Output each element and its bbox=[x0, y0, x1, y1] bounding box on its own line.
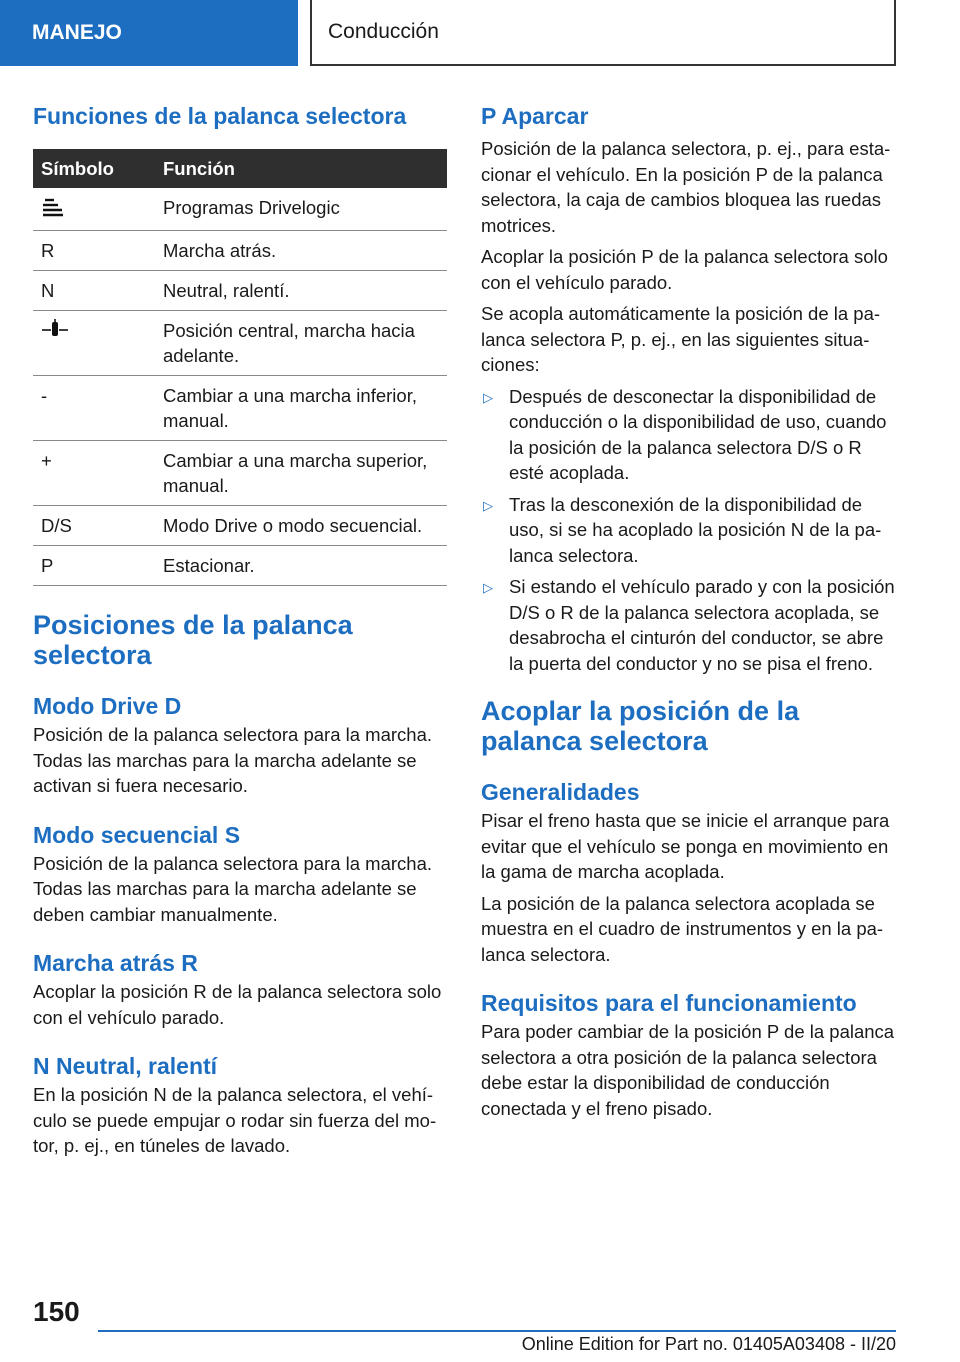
table-cell-function: Neutral, ralentí. bbox=[155, 271, 447, 311]
table-cell-symbol bbox=[33, 188, 155, 231]
right-column bbox=[481, 100, 896, 1121]
table-header-function: Función bbox=[155, 149, 447, 188]
triangle-bullet-icon: ▷ bbox=[483, 497, 493, 513]
table-cell-symbol: N bbox=[33, 271, 155, 311]
table-cell-symbol: + bbox=[33, 441, 155, 506]
table-row bbox=[33, 188, 447, 231]
table-cell-function: Programas Drivelogic bbox=[155, 188, 447, 231]
table-row bbox=[33, 231, 447, 271]
park-situations-list bbox=[481, 384, 896, 677]
general-text-1: Pisar el freno hasta que se inicie el arranque para evitar que el vehículo se ponga en movimiento en la gama de marcha acoplada. bbox=[481, 810, 890, 882]
table-row bbox=[33, 441, 447, 506]
table-header-symbol: Símbolo bbox=[33, 149, 155, 188]
section-title: MANEJO bbox=[32, 21, 122, 44]
table-cell-symbol: R bbox=[33, 231, 155, 271]
table-cell-symbol bbox=[33, 311, 155, 376]
drivelogic-icon bbox=[41, 195, 65, 217]
table-row bbox=[33, 506, 447, 546]
park-text-1: Posición de la palanca selectora, p. ej., para estacionar el vehículo. En la posición P de la palanca selectora, la caja de cambios bloquea las ruedas motrices. bbox=[481, 138, 891, 236]
table-cell-symbol: P bbox=[33, 546, 155, 586]
triangle-bullet-icon: ▷ bbox=[483, 389, 493, 405]
neutral-heading: N Neutral, ralentí bbox=[33, 1053, 218, 1079]
center-position-icon bbox=[41, 318, 69, 342]
table-cell-function: Marcha atrás. bbox=[155, 231, 447, 271]
requirements-text: Para poder cambiar de la posición P de la palanca selectora a otra posición de la palanca selectora debe estar la disponibilidad de conducción conectada y el freno pisado. bbox=[481, 1021, 895, 1119]
requirements-heading: Requisitos para el funcionamiento bbox=[481, 990, 857, 1016]
left-column bbox=[33, 100, 447, 1159]
general-text-2: La posición de la palanca selectora acoplada se muestra en el cuadro de instrumentos y en la palanca selectora. bbox=[481, 892, 884, 965]
table-cell-function: Estacionar. bbox=[155, 546, 447, 586]
reverse-heading: Marcha atrás R bbox=[33, 950, 198, 976]
list-item-text: Si estando el vehículo parado y con la posición D/S o R de la palanca selectora acoplada, se desabrocha el cinturón del conductor, se abre la puerta del conductor y no se pisa el freno. bbox=[509, 576, 895, 674]
table-row bbox=[33, 271, 447, 311]
chapter-tab bbox=[310, 0, 896, 66]
park-text-2: Acoplar la posición P de la palanca selectora solo con el vehículo parado. bbox=[481, 246, 888, 293]
table-cell-function: Modo Drive o modo secuencial. bbox=[155, 506, 447, 546]
edition-footer: Online Edition for Part no. 01405A03408 - II/20 bbox=[521, 1334, 896, 1354]
engage-position-heading: Acoplar la posición de la palanca selectora bbox=[481, 696, 800, 756]
general-heading: Generalidades bbox=[481, 779, 640, 805]
sequential-mode-heading: Modo secuencial S bbox=[33, 821, 241, 848]
drive-mode-heading: Modo Drive D bbox=[33, 693, 182, 719]
neutral-text: En la posición N de la palanca selectora, el vehículo se puede empujar o rodar sin fuerza del motor, p. ej., en túneles de lavado. bbox=[33, 1084, 437, 1156]
table-cell-function: Cambiar a una marcha superior, manual. bbox=[155, 441, 447, 506]
table-row bbox=[33, 546, 447, 586]
footer-divider bbox=[98, 1330, 896, 1332]
table-row bbox=[33, 376, 447, 441]
list-item bbox=[481, 492, 896, 569]
sequential-mode-text: Posición de la palanca selectora para la marcha. Todas las marchas para la marcha adelante se deben cambiar manualmente. bbox=[33, 852, 433, 925]
table-cell-symbol: - bbox=[33, 376, 155, 441]
table-row bbox=[33, 311, 447, 376]
table-cell-function: Cambiar a una marcha inferior, manual. bbox=[155, 376, 447, 441]
reverse-text: Acoplar la posición R de la palanca selectora solo con el vehículo parado. bbox=[33, 981, 442, 1028]
chapter-title: Conducción bbox=[328, 20, 439, 43]
triangle-bullet-icon: ▷ bbox=[483, 580, 493, 595]
page-number: 150 bbox=[33, 1296, 80, 1327]
table-cell-symbol: D/S bbox=[33, 506, 155, 546]
park-text-3: Se acopla automáticamente la posición de la palanca selectora P, p. ej., en las siguientes situaciones: bbox=[481, 303, 881, 375]
list-item-text: Tras la desconexión de la disponibilidad de uso, si se ha acoplado la posición N de la palanca selectora. bbox=[509, 493, 882, 566]
table-header-row bbox=[33, 149, 447, 188]
positions-heading: Posiciones de la palanca selectora bbox=[33, 610, 353, 670]
table-cell-function: Posición central, marcha hacia adelante. bbox=[155, 311, 447, 376]
functions-heading: Funciones de la palanca selectora bbox=[33, 103, 407, 129]
section-tab bbox=[0, 0, 298, 66]
list-item bbox=[481, 384, 896, 486]
park-heading: P Aparcar bbox=[481, 103, 589, 129]
list-item-text: Después de desconectar la disponibilidad de conducción o la disponibilidad de uso, cuando la posición de la palanca selectora D/S o R esté acoplada. bbox=[509, 385, 887, 483]
drive-mode-text: Posición de la palanca selectora para la marcha. Todas las marchas para la marcha adelante se activan si fuera necesario. bbox=[33, 724, 433, 796]
selector-functions-table bbox=[33, 149, 447, 586]
list-item bbox=[481, 574, 896, 676]
